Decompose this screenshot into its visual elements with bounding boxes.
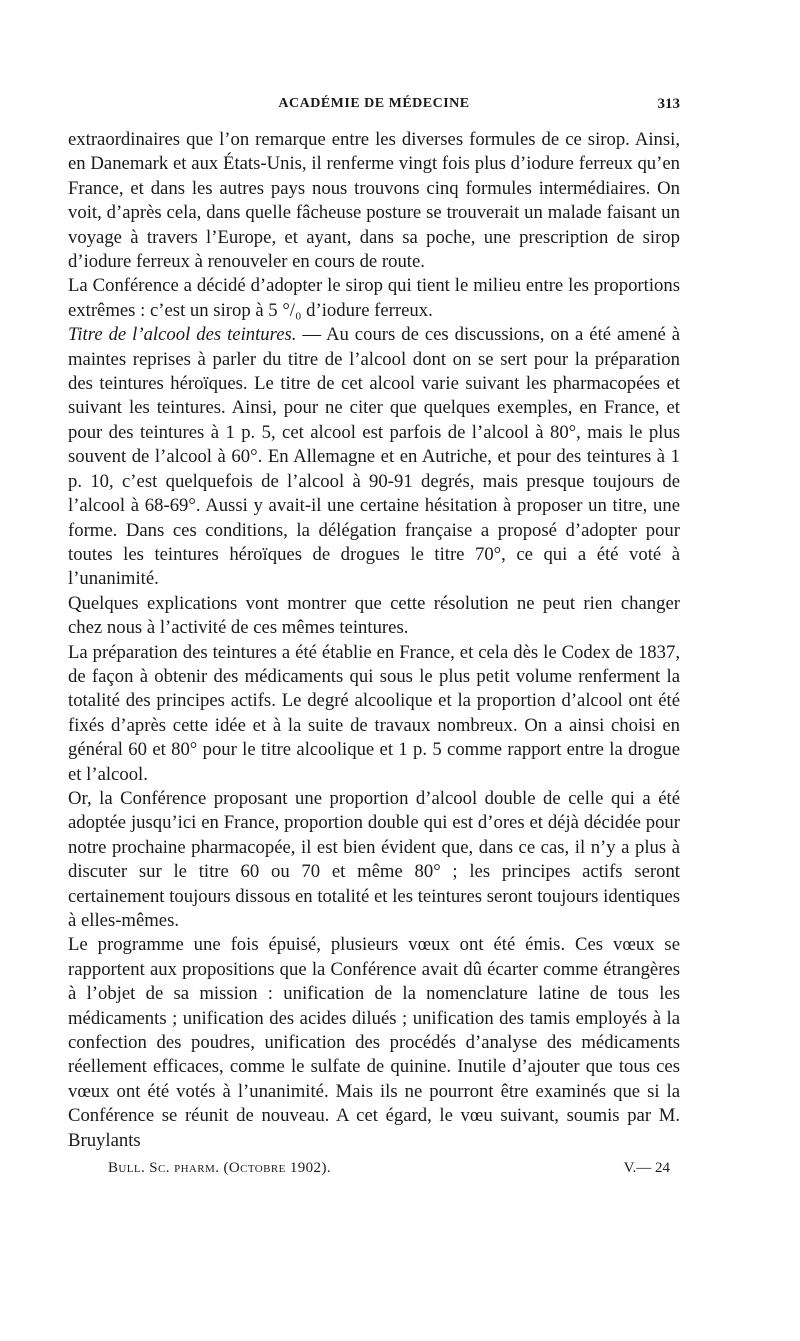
paragraph-3 (68, 323, 680, 591)
paragraph-7-text: Le programme une fois épuisé, plusieurs vœux ont été émis. Ces vœux se rapportent aux propositions que la Conférence avait dû écarter comme étrangères à l’objet de sa mission : unification de la nomenclature latine de tous les médicaments ; unification des acides dilués ; unification des tamis employés à la confection des poudres, unification des procédés d’analyse des médicaments réellement efficaces, comme le sulfate de quinine. Inutile d’ajouter que tous ces vœux ont été votés à l’unanimité. Mais ils ne pourront être examinés que si la Conférence se réunit de nouveau. A cet égard, le vœu suivant, soumis par M. Bruylants (68, 934, 680, 1151)
paragraph-3-text: — Au cours de ces discussions, on a été amené à maintes reprises à parler du titre de l’alcool dont on se sert pour la préparation des teintures héroïques. Le titre de cet alcool varie suivant les pharmacopées et suivant les teintures. Ainsi, pour ne citer que quelques exemples, en France, et pour des teintures à 1 p. 5, cet alcool est parfois de l’alcool à 80°, mais le plus souvent de l’alcool à 60°. En Allemagne et en Autriche, et pour des teintures à 1 p. 10, c’est quelquefois de l’alcool à 90-91 degrés, mais presque toujours de l’alcool à 68-69°. Aussi y avait-il une certaine hésitation à proposer un titre, une forme. Dans ces conditions, la délégation française a proposé d’adopter pour toutes les teintures héroïques de drogues le titre 70°, ce qui a été voté à l’unanimité. (68, 324, 681, 590)
paragraph-5 (68, 641, 680, 787)
paragraph-4-text: Quelques explications vont montrer que cette résolution ne peut rien changer chez nous à l’activité de ces mêmes teintures. (68, 592, 680, 639)
page-footer (108, 1160, 680, 1184)
paragraph-6 (68, 787, 680, 933)
paragraph-6-text: Or, la Conférence proposant une proportion d’alcool double de celle qui a été adoptée jusqu’ici en France, proportion double qui est d’ores et déjà décidée pour notre prochaine pharmacopée, il est bien évident que, dans ce cas, il n’y a plus à discuter sur le titre 60 ou 70 et même 80° ; les principes actifs seront certainement toujours dissous en totalité et les teintures seront toujours identiques à elles-mêmes. (68, 787, 680, 931)
paragraph-4 (68, 592, 680, 641)
paragraph-7 (68, 933, 680, 1153)
running-header (68, 96, 680, 120)
paragraph-2-text: La Conférence a décidé d’adopter le sirop qui tient le milieu entre les proportions extrêmes : c’est un sirop à 5 °/₀ d’iodure ferreux. (68, 275, 680, 321)
journal-citation: Bull. Sc. pharm. (Octobre 1902). (108, 1160, 332, 1176)
article-body (68, 128, 680, 1153)
paragraph-1-text: extraordinaires que l’on remarque entre les diverses formules de ce sirop. Ainsi, en Danemark et aux États-Unis, il renferme vingt fois plus d’iodure ferreux qu’en France, et dans les autres pays nous trouvons cinq formules intermédiaires. On voit, d’après cela, dans quelle fâcheuse posture se trouverait un malade faisant un voyage à travers l’Europe, et ayant, dans sa poche, une prescription de sirop d’iodure ferreux à renouveler en cours de route. (68, 129, 680, 273)
section-heading-alcohol-titre: Titre de l’alcool des teintures. (68, 324, 297, 346)
paragraph-1 (68, 128, 680, 274)
paragraph-5-text: La préparation des teintures a été établie en France, et cela dès le Codex de 1837, de façon à obtenir des médicaments qui sous le plus petit volume renferment la totalité des principes actifs. Le degré alcoolique et la proportion d’alcool ont été fixés d’après cette idée et à la suite de travaux nombreux. On a ainsi choisi en général 60 et 80° pour le titre alcoolique et 1 p. 5 comme rapport entre la drogue et l’alcool. (68, 641, 680, 785)
page-number: 313 (657, 96, 680, 112)
signature-mark: V.— 24 (623, 1160, 670, 1176)
paragraph-2 (68, 274, 680, 323)
running-title: ACADÉMIE DE MÉDECINE (278, 96, 470, 111)
